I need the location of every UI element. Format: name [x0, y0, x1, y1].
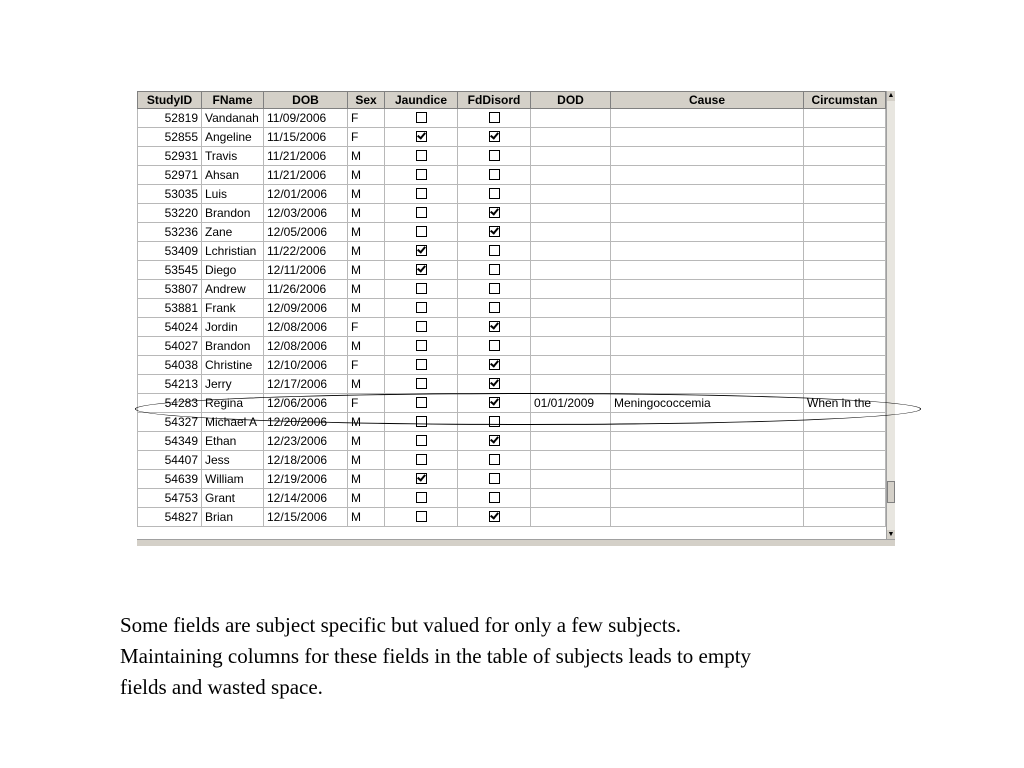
scroll-down-arrow-icon[interactable]: ▼	[887, 531, 895, 538]
unchecked-checkbox-icon[interactable]	[489, 302, 500, 313]
cell-sex[interactable]: M	[348, 375, 385, 394]
table-row[interactable]	[138, 394, 886, 413]
column-header-cause[interactable]: Cause	[611, 92, 804, 109]
cell-circumstance[interactable]	[804, 242, 886, 261]
cell-dod[interactable]	[531, 413, 611, 432]
unchecked-checkbox-icon[interactable]	[416, 150, 427, 161]
cell-jaundice	[385, 318, 458, 337]
table-row[interactable]	[138, 109, 886, 128]
cell-dob[interactable]: 11/15/2006	[264, 128, 348, 147]
table-row[interactable]	[138, 470, 886, 489]
cell-dob[interactable]: 11/21/2006	[264, 166, 348, 185]
unchecked-checkbox-icon[interactable]	[416, 188, 427, 199]
cell-sex[interactable]: F	[348, 109, 385, 128]
cell-jaundice	[385, 128, 458, 147]
cell-jaundice	[385, 394, 458, 413]
unchecked-checkbox-icon[interactable]	[416, 435, 427, 446]
table-row[interactable]	[138, 489, 886, 508]
cell-dob[interactable]: 12/20/2006	[264, 413, 348, 432]
cell-dod[interactable]	[531, 451, 611, 470]
cell-dob[interactable]: 12/19/2006	[264, 470, 348, 489]
checked-checkbox-icon[interactable]	[416, 473, 427, 484]
cell-circumstance[interactable]	[804, 147, 886, 166]
checked-checkbox-icon[interactable]	[416, 131, 427, 142]
cell-fddisord	[458, 185, 531, 204]
checked-checkbox-icon[interactable]	[489, 131, 500, 142]
cell-circumstance[interactable]	[804, 223, 886, 242]
cell-sex[interactable]: F	[348, 356, 385, 375]
cell-circumstance[interactable]	[804, 318, 886, 337]
cell-cause[interactable]	[611, 109, 804, 128]
cell-studyid[interactable]: 54283	[138, 394, 202, 413]
cell-cause[interactable]	[611, 413, 804, 432]
cell-dob[interactable]: 12/08/2006	[264, 337, 348, 356]
cell-fddisord	[458, 451, 531, 470]
cell-sex[interactable]: M	[348, 508, 385, 527]
unchecked-checkbox-icon[interactable]	[489, 473, 500, 484]
cell-cause[interactable]	[611, 204, 804, 223]
cell-cause[interactable]	[611, 185, 804, 204]
cell-fname[interactable]: Frank	[202, 299, 264, 318]
cell-jaundice	[385, 413, 458, 432]
cell-sex[interactable]: M	[348, 432, 385, 451]
cell-dob[interactable]: 12/18/2006	[264, 451, 348, 470]
cell-fddisord	[458, 261, 531, 280]
checked-checkbox-icon[interactable]	[489, 511, 500, 522]
cell-sex[interactable]: M	[348, 413, 385, 432]
cell-dob[interactable]: 12/05/2006	[264, 223, 348, 242]
cell-cause[interactable]	[611, 128, 804, 147]
cell-cause[interactable]	[611, 261, 804, 280]
cell-fname[interactable]: Regina	[202, 394, 264, 413]
cell-jaundice	[385, 375, 458, 394]
cell-dod[interactable]	[531, 356, 611, 375]
unchecked-checkbox-icon[interactable]	[489, 150, 500, 161]
cell-fname[interactable]: Zane	[202, 223, 264, 242]
cell-sex[interactable]: M	[348, 489, 385, 508]
cell-cause[interactable]	[611, 489, 804, 508]
cell-dob[interactable]: 11/22/2006	[264, 242, 348, 261]
table-row[interactable]	[138, 318, 886, 337]
cell-cause[interactable]	[611, 337, 804, 356]
cell-sex[interactable]: M	[348, 261, 385, 280]
unchecked-checkbox-icon[interactable]	[489, 340, 500, 351]
cell-dod[interactable]	[531, 337, 611, 356]
cell-dob[interactable]: 12/01/2006	[264, 185, 348, 204]
cell-fddisord	[458, 432, 531, 451]
cell-fname[interactable]: Andrew	[202, 280, 264, 299]
cell-circumstance[interactable]	[804, 128, 886, 147]
cell-fname[interactable]: Diego	[202, 261, 264, 280]
unchecked-checkbox-icon[interactable]	[489, 492, 500, 503]
cell-circumstance[interactable]	[804, 299, 886, 318]
caption-text	[120, 610, 920, 703]
cell-sex[interactable]: M	[348, 147, 385, 166]
cell-dob[interactable]: 12/08/2006	[264, 318, 348, 337]
cell-sex[interactable]: M	[348, 185, 385, 204]
cell-studyid[interactable]: 54349	[138, 432, 202, 451]
cell-dob[interactable]: 12/10/2006	[264, 356, 348, 375]
cell-dod[interactable]	[531, 242, 611, 261]
cell-sex[interactable]: F	[348, 128, 385, 147]
scroll-up-arrow-icon[interactable]: ▲	[887, 92, 895, 99]
cell-fddisord	[458, 356, 531, 375]
header-row	[138, 92, 886, 109]
table-row[interactable]	[138, 337, 886, 356]
cell-fddisord	[458, 489, 531, 508]
table-row[interactable]	[138, 166, 886, 185]
cell-dob[interactable]: 11/09/2006	[264, 109, 348, 128]
unchecked-checkbox-icon[interactable]	[489, 112, 500, 123]
column-header-jaundice[interactable]: Jaundice	[385, 92, 458, 109]
column-header-studyid[interactable]: StudyID	[138, 92, 202, 109]
cell-jaundice	[385, 147, 458, 166]
checked-checkbox-icon[interactable]	[489, 359, 500, 370]
cell-fddisord	[458, 128, 531, 147]
cell-studyid[interactable]: 54213	[138, 375, 202, 394]
table-body	[138, 109, 886, 527]
cell-jaundice	[385, 451, 458, 470]
unchecked-checkbox-icon[interactable]	[416, 340, 427, 351]
cell-dod[interactable]	[531, 318, 611, 337]
unchecked-checkbox-icon[interactable]	[416, 511, 427, 522]
cell-fname[interactable]: Ahsan	[202, 166, 264, 185]
cell-cause[interactable]	[611, 147, 804, 166]
cell-fname[interactable]: Angeline	[202, 128, 264, 147]
caption-line-1: Some fields are subject specific but valued for only a few subjects.	[120, 613, 681, 637]
table-row[interactable]	[138, 204, 886, 223]
table-row[interactable]	[138, 432, 886, 451]
cell-fname[interactable]: Brandon	[202, 337, 264, 356]
cell-studyid[interactable]: 53409	[138, 242, 202, 261]
cell-dod[interactable]	[531, 432, 611, 451]
cell-circumstance[interactable]	[804, 204, 886, 223]
cell-jaundice	[385, 242, 458, 261]
cell-dod[interactable]	[531, 489, 611, 508]
vertical-scrollbar[interactable]	[886, 91, 895, 546]
datasheet-window	[137, 91, 895, 546]
cell-sex[interactable]: M	[348, 451, 385, 470]
cell-fname[interactable]: Travis	[202, 147, 264, 166]
subjects-table	[137, 91, 886, 527]
checked-checkbox-icon[interactable]	[416, 245, 427, 256]
cell-cause[interactable]	[611, 318, 804, 337]
unchecked-checkbox-icon[interactable]	[416, 302, 427, 313]
cell-dod[interactable]	[531, 261, 611, 280]
column-header-dod[interactable]: DOD	[531, 92, 611, 109]
unchecked-checkbox-icon[interactable]	[416, 207, 427, 218]
cell-dob[interactable]: 12/15/2006	[264, 508, 348, 527]
cell-circumstance[interactable]	[804, 451, 886, 470]
cell-studyid[interactable]: 54327	[138, 413, 202, 432]
cell-dod[interactable]	[531, 280, 611, 299]
cell-studyid[interactable]: 53545	[138, 261, 202, 280]
column-header-circumstance[interactable]: Circumstan	[804, 92, 886, 109]
cell-sex[interactable]: M	[348, 299, 385, 318]
table-row[interactable]	[138, 261, 886, 280]
cell-fddisord	[458, 508, 531, 527]
cell-dod[interactable]: 01/01/2009	[531, 394, 611, 413]
cell-cause[interactable]	[611, 280, 804, 299]
cell-sex[interactable]: F	[348, 394, 385, 413]
table-row[interactable]	[138, 185, 886, 204]
cell-studyid[interactable]: 54639	[138, 470, 202, 489]
cell-fddisord	[458, 204, 531, 223]
cell-fname[interactable]: William	[202, 470, 264, 489]
unchecked-checkbox-icon[interactable]	[416, 112, 427, 123]
checked-checkbox-icon[interactable]	[416, 264, 427, 275]
cell-cause[interactable]	[611, 451, 804, 470]
cell-dod[interactable]	[531, 109, 611, 128]
cell-fddisord	[458, 318, 531, 337]
cell-dod[interactable]	[531, 166, 611, 185]
table-row[interactable]	[138, 128, 886, 147]
table-row[interactable]	[138, 242, 886, 261]
cell-fname[interactable]: Ethan	[202, 432, 264, 451]
cell-fddisord	[458, 242, 531, 261]
cell-dob[interactable]: 11/21/2006	[264, 147, 348, 166]
cell-fname[interactable]: Christine	[202, 356, 264, 375]
cell-fname[interactable]: Michael A	[202, 413, 264, 432]
cell-fname[interactable]: Jess	[202, 451, 264, 470]
cell-jaundice	[385, 489, 458, 508]
cell-sex[interactable]: M	[348, 223, 385, 242]
cell-fname[interactable]: Jerry	[202, 375, 264, 394]
cell-circumstance[interactable]	[804, 280, 886, 299]
cell-dob[interactable]: 12/23/2006	[264, 432, 348, 451]
cell-fname[interactable]: Vandanah	[202, 109, 264, 128]
table-row[interactable]	[138, 147, 886, 166]
cell-cause[interactable]	[611, 432, 804, 451]
cell-dob[interactable]: 12/14/2006	[264, 489, 348, 508]
cell-studyid[interactable]: 52971	[138, 166, 202, 185]
cell-cause[interactable]	[611, 299, 804, 318]
unchecked-checkbox-icon[interactable]	[416, 492, 427, 503]
table-row[interactable]	[138, 508, 886, 527]
cell-dod[interactable]	[531, 375, 611, 394]
cell-fddisord	[458, 223, 531, 242]
cell-fddisord	[458, 280, 531, 299]
cell-jaundice	[385, 223, 458, 242]
cell-dob[interactable]: 12/03/2006	[264, 204, 348, 223]
cell-fddisord	[458, 147, 531, 166]
cell-sex[interactable]: M	[348, 280, 385, 299]
cell-fname[interactable]: Luis	[202, 185, 264, 204]
column-header-fddisord[interactable]: FdDisord	[458, 92, 531, 109]
cell-circumstance[interactable]	[804, 489, 886, 508]
cell-studyid[interactable]: 54753	[138, 489, 202, 508]
cell-sex[interactable]: M	[348, 242, 385, 261]
cell-sex[interactable]: M	[348, 204, 385, 223]
unchecked-checkbox-icon[interactable]	[489, 454, 500, 465]
caption-line-3: fields and wasted space.	[120, 675, 323, 699]
unchecked-checkbox-icon[interactable]	[489, 169, 500, 180]
cell-fname[interactable]: Lchristian	[202, 242, 264, 261]
cell-jaundice	[385, 204, 458, 223]
cell-jaundice	[385, 356, 458, 375]
cell-cause[interactable]: Meningococcemia	[611, 394, 804, 413]
cell-fddisord	[458, 394, 531, 413]
unchecked-checkbox-icon[interactable]	[416, 283, 427, 294]
horizontal-scrollbar[interactable]	[137, 539, 895, 546]
cell-sex[interactable]: F	[348, 318, 385, 337]
cell-dob[interactable]: 12/17/2006	[264, 375, 348, 394]
cell-studyid[interactable]: 54024	[138, 318, 202, 337]
cell-jaundice	[385, 299, 458, 318]
cell-jaundice	[385, 470, 458, 489]
cell-circumstance[interactable]	[804, 109, 886, 128]
cell-dob[interactable]: 12/06/2006	[264, 394, 348, 413]
cell-studyid[interactable]: 52819	[138, 109, 202, 128]
unchecked-checkbox-icon[interactable]	[416, 416, 427, 427]
cell-jaundice	[385, 109, 458, 128]
cell-circumstance[interactable]	[804, 375, 886, 394]
unchecked-checkbox-icon[interactable]	[416, 321, 427, 332]
cell-circumstance[interactable]	[804, 356, 886, 375]
cell-sex[interactable]: M	[348, 166, 385, 185]
column-header-sex[interactable]: Sex	[348, 92, 385, 109]
table-row[interactable]	[138, 451, 886, 470]
cell-cause[interactable]	[611, 375, 804, 394]
cell-circumstance[interactable]	[804, 470, 886, 489]
cell-studyid[interactable]: 53035	[138, 185, 202, 204]
unchecked-checkbox-icon[interactable]	[489, 283, 500, 294]
cell-studyid[interactable]: 52931	[138, 147, 202, 166]
table-row[interactable]	[138, 356, 886, 375]
cell-fddisord	[458, 337, 531, 356]
checked-checkbox-icon[interactable]	[489, 435, 500, 446]
cell-dod[interactable]	[531, 508, 611, 527]
checked-checkbox-icon[interactable]	[489, 321, 500, 332]
cell-dod[interactable]	[531, 185, 611, 204]
cell-studyid[interactable]: 54038	[138, 356, 202, 375]
column-header-dob[interactable]: DOB	[264, 92, 348, 109]
cell-circumstance[interactable]	[804, 413, 886, 432]
cell-dob[interactable]: 12/09/2006	[264, 299, 348, 318]
cell-dod[interactable]	[531, 299, 611, 318]
unchecked-checkbox-icon[interactable]	[416, 169, 427, 180]
cell-fddisord	[458, 299, 531, 318]
checked-checkbox-icon[interactable]	[489, 378, 500, 389]
cell-studyid[interactable]: 53807	[138, 280, 202, 299]
cell-jaundice	[385, 508, 458, 527]
cell-studyid[interactable]: 54407	[138, 451, 202, 470]
table-row[interactable]	[138, 413, 886, 432]
cell-jaundice	[385, 432, 458, 451]
checked-checkbox-icon[interactable]	[489, 207, 500, 218]
cell-dod[interactable]	[531, 147, 611, 166]
cell-jaundice	[385, 185, 458, 204]
unchecked-checkbox-icon[interactable]	[489, 416, 500, 427]
cell-circumstance[interactable]	[804, 261, 886, 280]
table-row[interactable]	[138, 299, 886, 318]
unchecked-checkbox-icon[interactable]	[416, 226, 427, 237]
cell-cause[interactable]	[611, 242, 804, 261]
cell-dob[interactable]: 12/11/2006	[264, 261, 348, 280]
cell-dod[interactable]	[531, 204, 611, 223]
cell-jaundice	[385, 280, 458, 299]
cell-fddisord	[458, 470, 531, 489]
cell-studyid[interactable]: 53220	[138, 204, 202, 223]
unchecked-checkbox-icon[interactable]	[416, 378, 427, 389]
cell-circumstance[interactable]	[804, 185, 886, 204]
cell-circumstance[interactable]	[804, 166, 886, 185]
cell-sex[interactable]: M	[348, 337, 385, 356]
cell-studyid[interactable]: 53881	[138, 299, 202, 318]
cell-dob[interactable]: 11/26/2006	[264, 280, 348, 299]
column-header-fname[interactable]: FName	[202, 92, 264, 109]
cell-fddisord	[458, 166, 531, 185]
cell-fname[interactable]: Brandon	[202, 204, 264, 223]
cell-fddisord	[458, 413, 531, 432]
checked-checkbox-icon[interactable]	[489, 397, 500, 408]
table-row[interactable]	[138, 223, 886, 242]
cell-jaundice	[385, 337, 458, 356]
cell-fname[interactable]: Grant	[202, 489, 264, 508]
cell-fname[interactable]: Brian	[202, 508, 264, 527]
cell-cause[interactable]	[611, 223, 804, 242]
cell-studyid[interactable]: 54827	[138, 508, 202, 527]
cell-fddisord	[458, 109, 531, 128]
checked-checkbox-icon[interactable]	[489, 226, 500, 237]
unchecked-checkbox-icon[interactable]	[489, 245, 500, 256]
unchecked-checkbox-icon[interactable]	[416, 454, 427, 465]
cell-circumstance[interactable]	[804, 337, 886, 356]
unchecked-checkbox-icon[interactable]	[489, 188, 500, 199]
caption-line-2: Maintaining columns for these fields in the table of subjects leads to empty	[120, 644, 752, 668]
cell-circumstance[interactable]: When in the	[804, 394, 886, 413]
cell-circumstance[interactable]	[804, 432, 886, 451]
cell-studyid[interactable]: 53236	[138, 223, 202, 242]
table-row[interactable]	[138, 280, 886, 299]
cell-cause[interactable]	[611, 508, 804, 527]
cell-cause[interactable]	[611, 166, 804, 185]
unchecked-checkbox-icon[interactable]	[416, 359, 427, 370]
cell-cause[interactable]	[611, 470, 804, 489]
unchecked-checkbox-icon[interactable]	[416, 397, 427, 408]
cell-dod[interactable]	[531, 223, 611, 242]
cell-jaundice	[385, 166, 458, 185]
scroll-thumb[interactable]	[887, 481, 895, 503]
cell-dod[interactable]	[531, 470, 611, 489]
cell-dod[interactable]	[531, 128, 611, 147]
unchecked-checkbox-icon[interactable]	[489, 264, 500, 275]
cell-jaundice	[385, 261, 458, 280]
table-row[interactable]	[138, 375, 886, 394]
cell-circumstance[interactable]	[804, 508, 886, 527]
cell-fname[interactable]: Jordin	[202, 318, 264, 337]
cell-studyid[interactable]: 52855	[138, 128, 202, 147]
cell-cause[interactable]	[611, 356, 804, 375]
cell-studyid[interactable]: 54027	[138, 337, 202, 356]
cell-fddisord	[458, 375, 531, 394]
cell-sex[interactable]: M	[348, 470, 385, 489]
